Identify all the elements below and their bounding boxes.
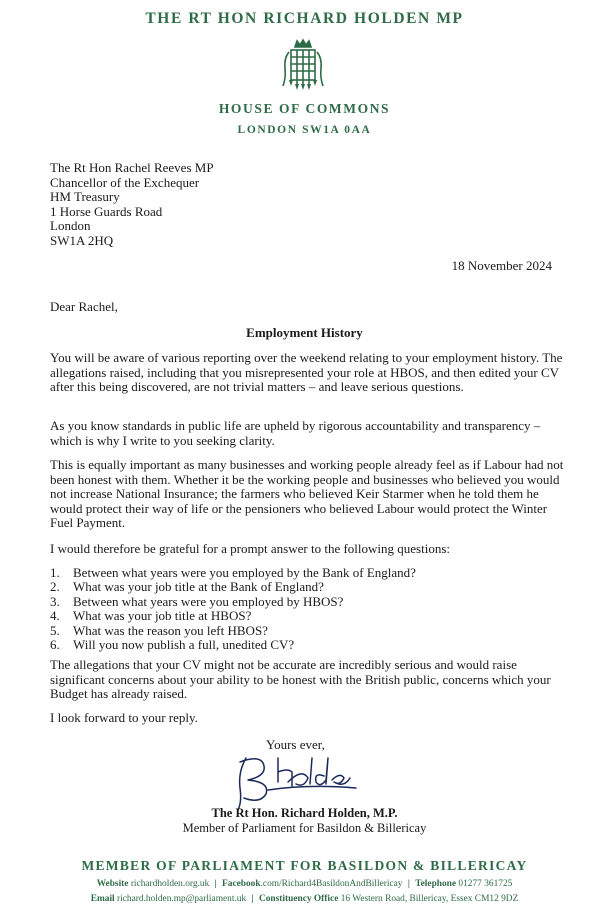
footer-contact-line [0,879,609,889]
portcullis-icon [280,38,326,92]
footer-separator: | [407,879,410,889]
body-paragraph: The allegations that your CV might not be accurate are incredibly serious and would raise significant concerns about your ability to be honest with the British public, concerns which your Budget has already raised. [50,657,551,702]
salutation: Dear Rachel, [50,299,118,314]
address-line: SW1A 2HQ [50,232,114,248]
email-link[interactable]: richard.holden.mp@parliament.uk [117,894,247,904]
letterhead-name: THE RT HON RICHARD HOLDEN MP [145,10,464,27]
letterhead-house: HOUSE OF COMMONS [218,101,391,116]
list-number: 3. [50,593,60,609]
list-text: Will you now publish a full, unedited CV? [73,637,295,653]
footer-separator: | [214,879,217,889]
list-item [50,609,416,623]
telephone-label: Telephone [415,879,457,889]
list-number: 4. [50,608,60,624]
footer-title: MEMBER OF PARLIAMENT FOR BASILDON & BILLERICAY [81,858,528,873]
facebook-label: Facebook [222,879,261,889]
list-text: Between what years were you employed by HBOS? [73,593,344,609]
list-item [50,566,416,580]
signoff: Yours ever, [266,737,325,752]
list-number: 2. [50,579,60,595]
signer-name: The Rt Hon. Richard Holden, M.P. [211,806,398,820]
list-item [50,595,416,609]
body-paragraph: I look forward to your reply. [50,710,198,725]
recipient-address [50,161,214,249]
list-text: What was your job title at the Bank of England? [73,579,324,595]
address-line: Chancellor of the Exchequer [50,174,200,190]
list-number: 5. [50,622,60,638]
list-item [50,580,416,594]
list-number: 6. [50,637,60,653]
address-line: HM Treasury [50,189,120,205]
office-label: Constituency Office [258,894,339,904]
address-line: London [50,218,91,234]
list-text: What was the reason you left HBOS? [73,622,268,638]
list-item [50,638,416,652]
subject-heading: Employment History [246,325,363,340]
letter-date: 18 November 2024 [451,258,552,273]
body-paragraph: You will be aware of various reporting over the weekend relating to your employment history. The allegations raised, including that you misrepresented your role at HBOS, and then edited your CV after this being discovered, are not trivial matters – and leave serious questions. [50,350,563,395]
address-line: 1 Horse Guards Road [50,203,163,219]
letterhead-city: LONDON SW1A 0AA [237,124,372,136]
website-link[interactable]: richardholden.org.uk [130,879,210,889]
facebook-link[interactable]: .com/Richard4BasildonAndBillericay [260,879,403,889]
email-label: Email [90,894,115,904]
list-item [50,624,416,638]
footer-contact-line [0,894,609,904]
body-paragraph: I would therefore be grateful for a prompt answer to the following questions: [50,541,450,556]
list-text: Between what years were you employed by the Bank of England? [73,565,416,580]
footer-separator: | [251,894,254,904]
signer-role: Member of Parliament for Basildon & Billericay [182,821,427,835]
list-number: 1. [50,565,60,580]
address-line: The Rt Hon Rachel Reeves MP [50,160,214,175]
list-text: What was your job title at HBOS? [73,608,252,624]
questions-list [50,566,416,652]
body-paragraph: This is equally important as many businesses and working people already feel as if Labour had not been honest with them. Whether it be the working people and businesses who believed you would not increase National Insurance; the farmers who believed Keir Starmer when he told them he would protect their way of life or the pensioners who believed Labour would protect the Winter Fuel Payment. [50,457,564,531]
website-label: Website [96,879,129,889]
body-paragraph: As you know standards in public life are upheld by rigorous accountability and transparency – which is why I write to you seeking clarity. [50,418,541,448]
office-address: 16 Western Road, Billericay, Essex CM12 9DZ [340,894,519,904]
signature-icon [218,752,358,812]
telephone-value: 01277 361725 [458,879,513,889]
